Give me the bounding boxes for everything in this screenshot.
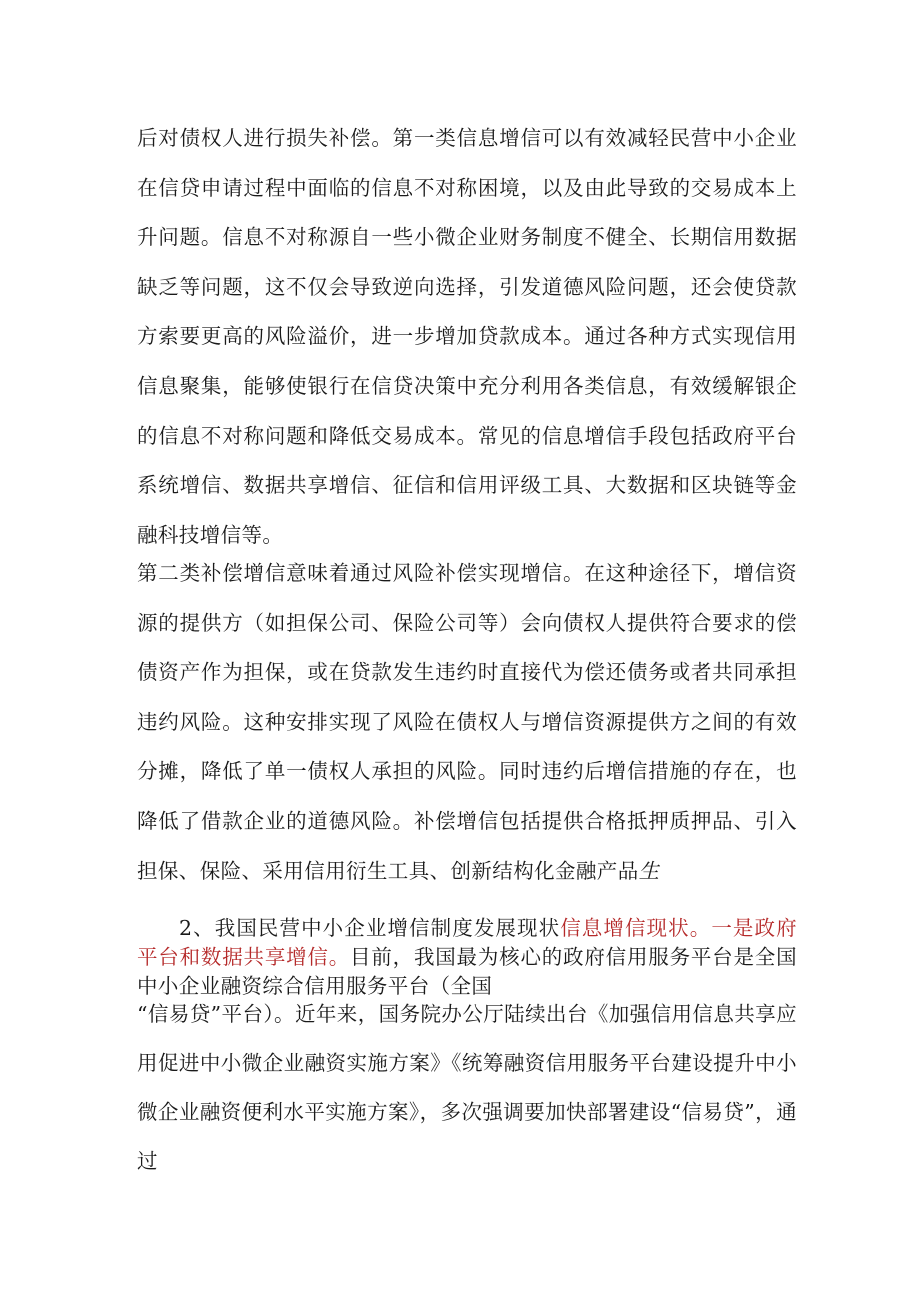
- paragraph-information-credit: 后对债权人进行损失补偿。第一类信息增信可以有效减轻民营中小企业在信贷申请过程中面临的信息不对称困境，以及由此导致的交易成本上升问题。信息不对称源自一些小微企业财务制度不健全、长期信用数据缺乏等问题，这不仅会导致逆向选择，引发道德风险问题，还会使贷款方索要更高的风险溢价，进一步增加贷款成本。通过各种方式实现信用信息聚集，能够使银行在信贷决策中充分利用各类信息，有效缓解银企的信息不对称问题和降低交易成本。常见的信息增信手段包括政府平台系统增信、数据共享增信、征信和信用评级工具、大数据和区块链等金融科技增信等。: [137, 126, 797, 547]
- paragraph-development-status-text: 目前，我国最为核心的政府信用服务平台是全国中小企业融资综合信用服务平台（全国: [137, 945, 797, 998]
- paragraph-compensation-credit: [137, 549, 797, 896]
- paragraph-compensation-credit-tail: 生: [638, 858, 660, 883]
- paragraph-development-status: [137, 914, 797, 1001]
- paragraph-xinyidai-platform: “信易贷”平台）。近年来，国务院办公厅陆续出台《加强信用信息共享应用促进中小微企业融资实施方案》《统筹融资信用服务平台建设提升中小微企业融资便利水平实施方案》，多次强调要加快部署建设“信易贷”，通过: [137, 1002, 797, 1173]
- section-heading: 2、我国民营中小企业增信制度发展现状: [179, 916, 561, 940]
- highlighted-subheading: 信息增信现状。一是政府平台和数据共享增信。: [137, 916, 797, 969]
- paragraph-compensation-credit-text: 第二类补偿增信意味着通过风险补偿实现增信。在这种途径下，增信资源的提供方（如担保公司、保险公司等）会向债权人提供符合要求的偿债资产作为担保，或在贷款发生违约时直接代为偿还债务或者共同承担违约风险。这种安排实现了风险在债权人与增信资源提供方之间的有效分摊，降低了单一债权人承担的风险。同时违约后增信措施的存在，也降低了借款企业的道德风险。补偿增信包括提供合格抵押质押品、引入担保、保险、采用信用衍生工具、创新结构化金融产品: [137, 561, 797, 883]
